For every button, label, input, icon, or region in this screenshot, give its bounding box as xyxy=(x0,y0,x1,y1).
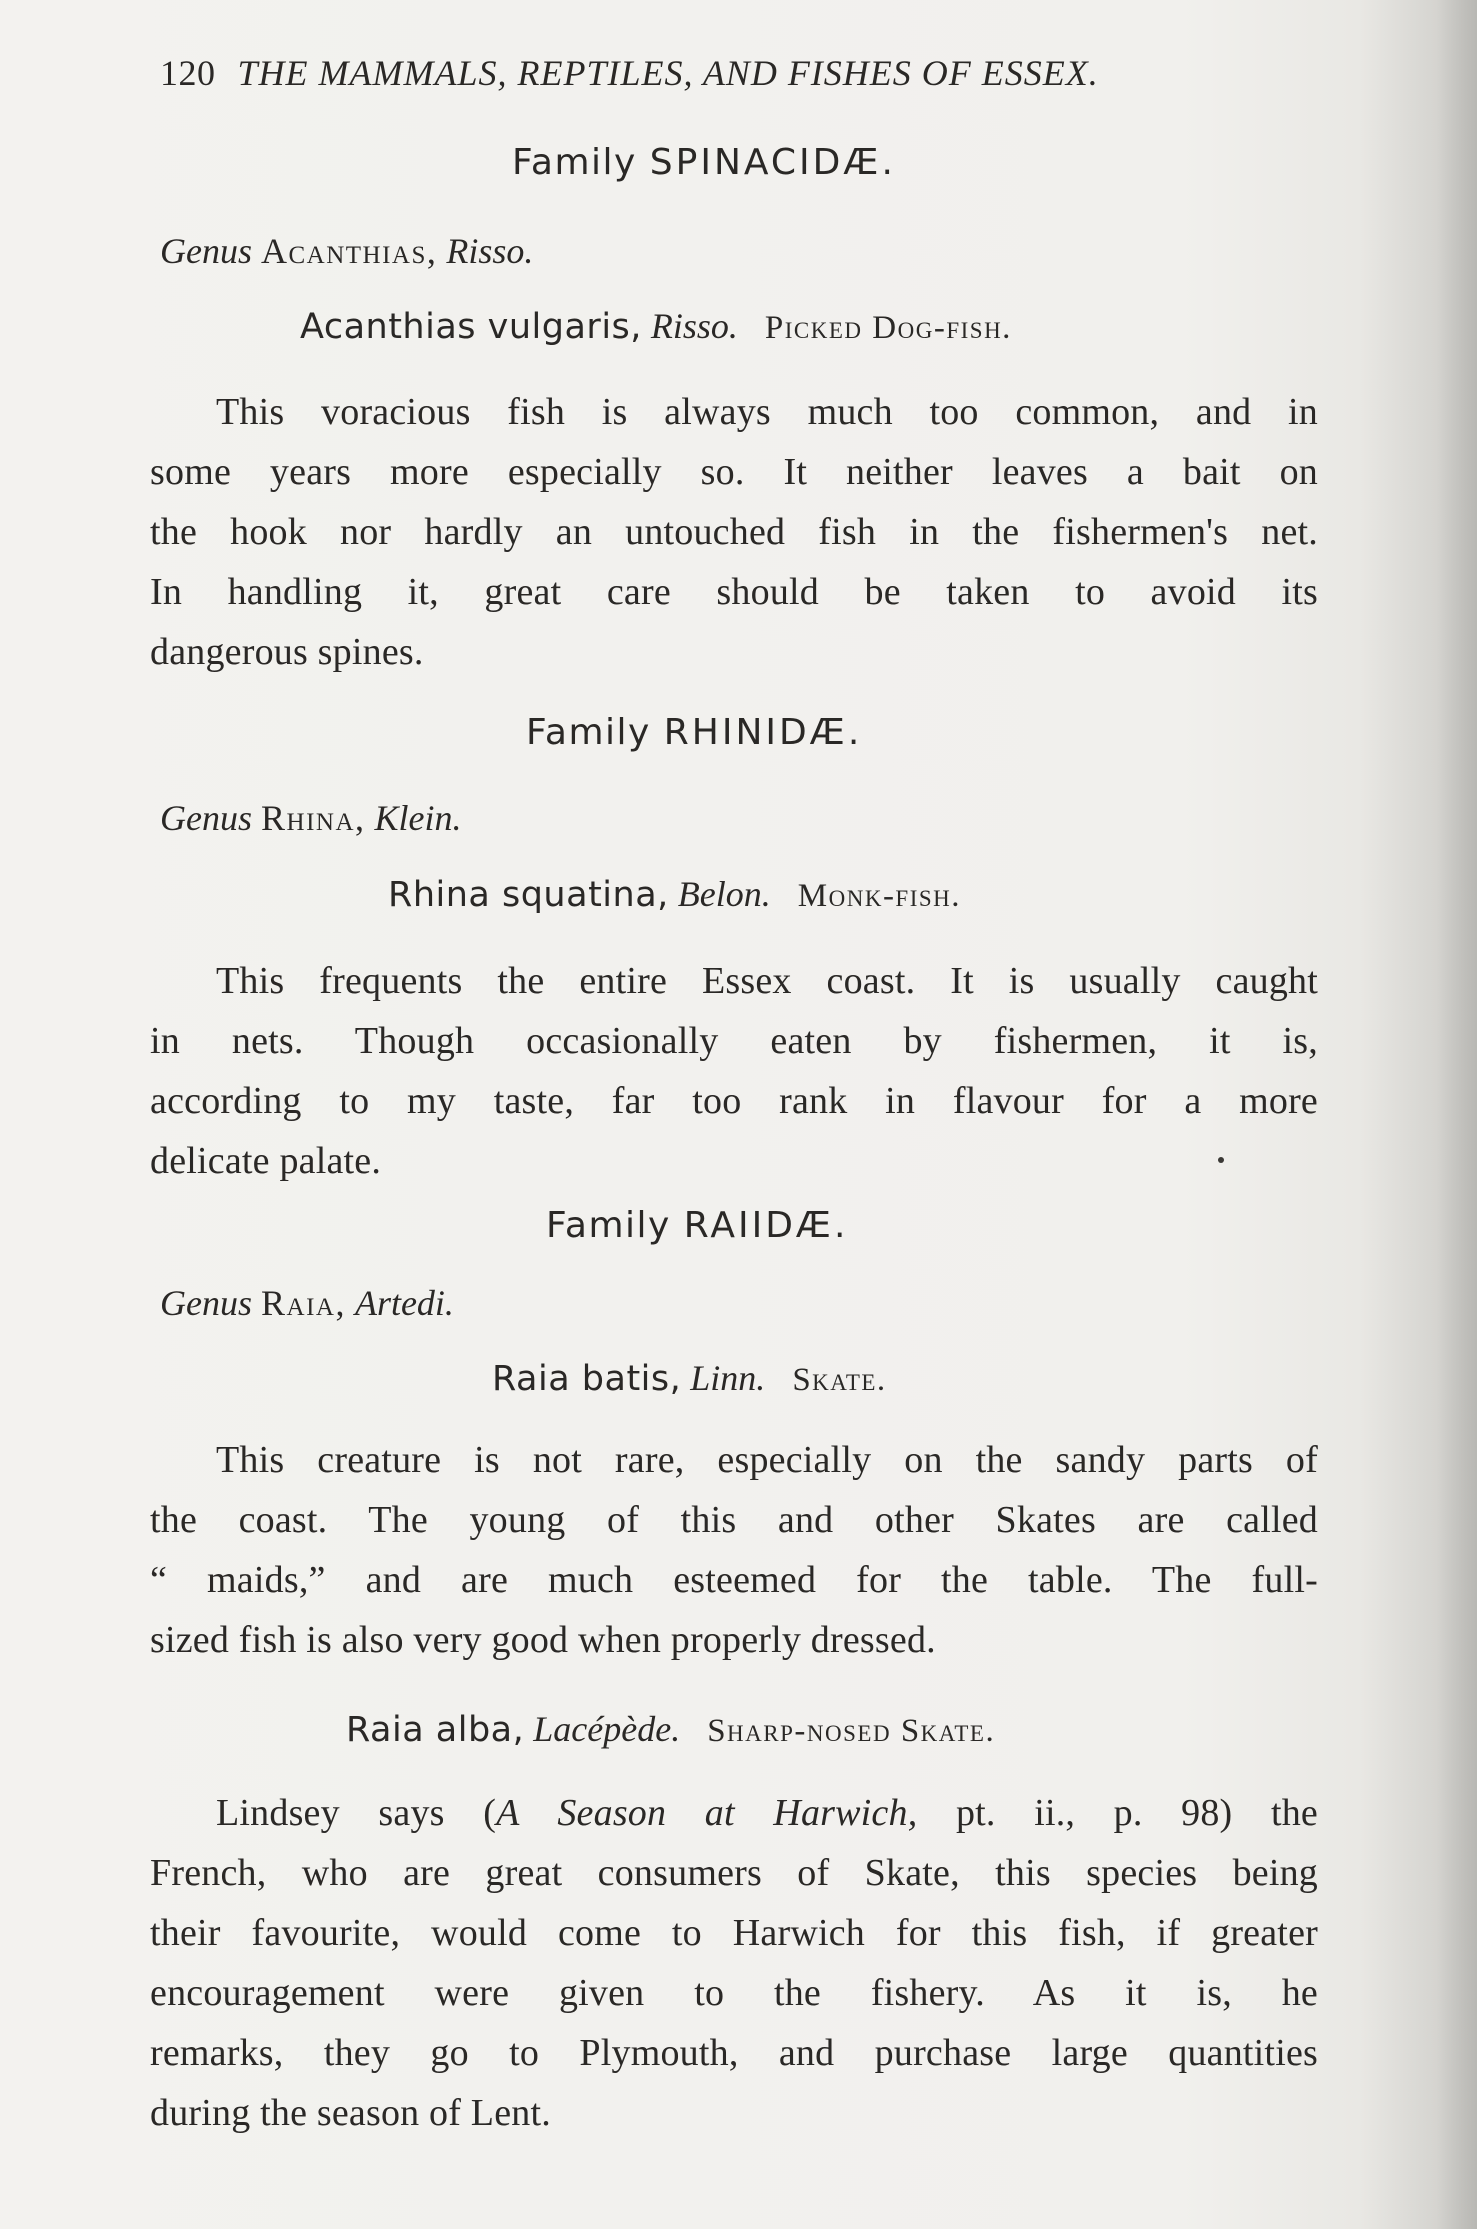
family-name: RAIIDÆ. xyxy=(683,1205,849,1246)
family-prefix: Family xyxy=(512,142,637,183)
paragraph-line: This frequents the entire Essex coast. It is usually caught xyxy=(216,960,1318,1002)
paragraph-line: according to my taste, far too rank in flavour for a more xyxy=(150,1080,1318,1122)
species-author: Belon. xyxy=(677,874,771,914)
family-heading-rhinidae xyxy=(526,712,862,753)
species-common-name: Sharp-nosed Skate. xyxy=(707,1713,996,1749)
running-head xyxy=(160,52,1240,94)
species-author: Risso. xyxy=(650,306,738,346)
species-name: Raia batis, xyxy=(492,1359,682,1399)
paragraph-line: encouragement were given to the fishery. As it is, he xyxy=(150,1972,1318,2014)
species-heading-raia-alba xyxy=(346,1708,995,1750)
genus-name: Raia, xyxy=(261,1283,346,1323)
line-text: Lindsey says ( xyxy=(216,1792,497,1834)
paragraph-line: the hook nor hardly an untouched fish in the fishermen's net. xyxy=(150,511,1318,553)
running-head-title: THE MAMMALS, REPTILES, AND FISHES OF ESSEX. xyxy=(237,53,1099,93)
genus-heading-rhina xyxy=(160,797,462,839)
species-heading-acanthias-vulgaris xyxy=(300,305,1012,347)
genus-author: Risso. xyxy=(446,231,534,271)
genus-author: Klein. xyxy=(374,798,462,838)
paragraph-line: their favourite, would come to Harwich for this fish, if greater xyxy=(150,1912,1318,1954)
paragraph-line: during the season of Lent. xyxy=(150,2092,551,2134)
paragraph-line: “ maids,” and are much esteemed for the table. The full- xyxy=(150,1559,1318,1601)
paragraph-line: the coast. The young of this and other Skates are called xyxy=(150,1499,1318,1541)
paragraph-line: in nets. Though occasionally eaten by fishermen, it is, xyxy=(150,1020,1318,1062)
species-heading-raia-batis xyxy=(492,1357,887,1399)
paragraph-line: sized fish is also very good when properly dressed. xyxy=(150,1619,936,1661)
page-edge-shadow xyxy=(1437,0,1477,2229)
family-prefix: Family xyxy=(526,712,651,753)
genus-heading-acanthias xyxy=(160,230,533,272)
genus-word: Genus xyxy=(160,1283,252,1323)
species-description-paragraph xyxy=(150,382,1318,682)
paragraph-line xyxy=(150,1783,1318,1843)
genus-word: Genus xyxy=(160,798,252,838)
family-heading-raiidae xyxy=(546,1205,848,1246)
cited-work-title: A Season at Harwich, xyxy=(496,1792,918,1834)
paragraph-line: delicate palate. xyxy=(150,1140,382,1182)
genus-name: Rhina, xyxy=(261,798,366,838)
species-common-name: Picked Dog-fish. xyxy=(764,310,1012,346)
species-heading-rhina-squatina xyxy=(388,873,961,915)
paragraph-line: This voracious fish is always much too common, and in xyxy=(216,391,1318,433)
family-heading-spinacidae xyxy=(512,142,896,183)
print-speck xyxy=(1218,1157,1224,1163)
genus-word: Genus xyxy=(160,231,252,271)
species-common-name: Skate. xyxy=(792,1362,887,1398)
genus-heading-raia xyxy=(160,1282,454,1324)
paragraph-line: remarks, they go to Plymouth, and purchase large quantities xyxy=(150,2032,1318,2074)
species-common-name: Monk-fish. xyxy=(797,878,962,914)
line-text: pt. ii., p. 98) the xyxy=(917,1792,1318,1834)
species-description-paragraph xyxy=(150,1783,1318,2143)
family-prefix: Family xyxy=(546,1205,671,1246)
species-name: Acanthias vulgaris, xyxy=(300,307,642,347)
paragraph-line: some years more especially so. It neither leaves a bait on xyxy=(150,451,1318,493)
family-name: SPINACIDÆ. xyxy=(649,142,896,183)
species-description-paragraph xyxy=(150,951,1318,1191)
species-author: Linn. xyxy=(690,1358,766,1398)
paragraph-line: In handling it, great care should be taken to avoid its xyxy=(150,571,1318,613)
paragraph-line: dangerous spines. xyxy=(150,631,424,673)
genus-name: Acanthias, xyxy=(261,231,438,271)
species-name: Rhina squatina, xyxy=(388,875,669,915)
genus-author: Artedi. xyxy=(354,1283,454,1323)
paragraph-line: This creature is not rare, especially on the sandy parts of xyxy=(216,1439,1318,1481)
species-name: Raia alba, xyxy=(346,1710,525,1750)
species-author: Lacépède. xyxy=(533,1709,681,1749)
species-description-paragraph xyxy=(150,1430,1318,1670)
family-name: RHINIDÆ. xyxy=(663,712,863,753)
paragraph-line: French, who are great consumers of Skate, this species being xyxy=(150,1852,1318,1894)
page-number: 120 xyxy=(160,53,216,93)
